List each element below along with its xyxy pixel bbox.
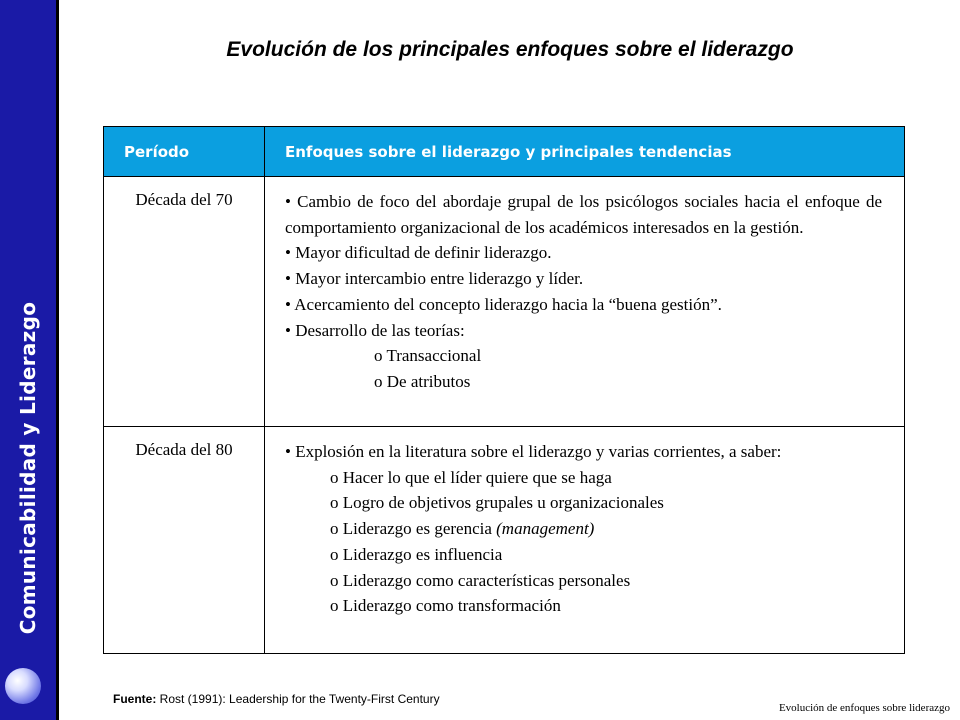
sidebar <box>0 0 59 720</box>
source-note <box>113 692 440 706</box>
content-cell <box>265 427 905 654</box>
sub-item: o Liderazgo como transformación <box>330 596 561 616</box>
bullet-item: • Acercamiento del concepto liderazgo hacia la “buena gestión”. <box>285 294 722 314</box>
bullet-item: • Mayor dificultad de definir liderazgo. <box>285 243 552 263</box>
orb-icon <box>5 668 41 704</box>
table-row <box>104 427 905 654</box>
approaches-table <box>103 126 905 654</box>
page-title: Evolución de los principales enfoques sobre el liderazgo <box>226 38 794 61</box>
sub-item: o Liderazgo es influencia <box>330 544 503 564</box>
sub-item-text: o Liderazgo es gerencia <box>330 519 492 539</box>
sidebar-title: Comunicabilidad y Liderazgo <box>16 301 40 635</box>
bullet-item: • Cambio de foco del abordaje grupal de los psicólogos sociales hacia el enfoque de comportamiento organizacional de los académicos interesados en la gestión. <box>285 192 882 237</box>
sub-item <box>285 516 882 542</box>
table-header-row <box>104 127 905 177</box>
header-period: Período <box>104 127 265 177</box>
source-text: Rost (1991): Leadership for the Twenty-First Century <box>156 692 440 706</box>
sub-item: o Liderazgo como características personales <box>330 570 631 590</box>
sub-item-note: (management) <box>496 519 595 539</box>
bullet-item: • Explosión en la literatura sobre el liderazgo y varias corrientes, a saber: <box>285 442 782 461</box>
sub-item: o Transaccional <box>374 346 482 366</box>
period-cell: Década del 70 <box>104 177 265 427</box>
sub-item: o Hacer lo que el líder quiere que se haga <box>330 467 612 487</box>
source-label: Fuente: <box>113 692 157 706</box>
header-approaches: Enfoques sobre el liderazgo y principales tendencias <box>265 127 905 177</box>
content-cell <box>265 177 905 427</box>
period-cell: Década del 80 <box>104 427 265 654</box>
bullet-item: • Desarrollo de las teorías: <box>285 320 465 340</box>
sub-item: o De atributos <box>374 371 471 391</box>
table-row <box>104 177 905 427</box>
bullet-item: • Mayor intercambio entre liderazgo y líder. <box>285 269 584 289</box>
sub-item: o Logro de objetivos grupales u organizacionales <box>330 493 664 513</box>
footer-text: Evolución de enfoques sobre liderazgo <box>778 702 950 714</box>
